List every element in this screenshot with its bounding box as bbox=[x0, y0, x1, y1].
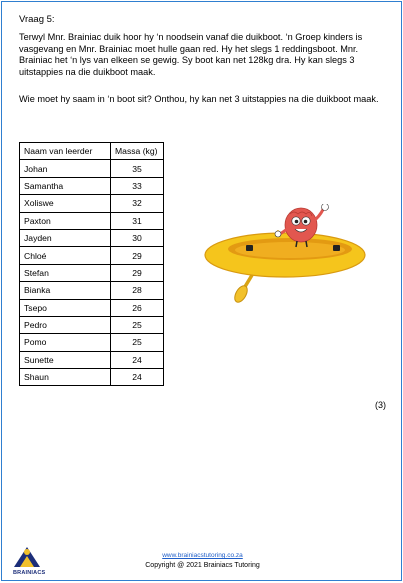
marks-label: (3) bbox=[375, 400, 386, 410]
learner-name-cell: Sunette bbox=[20, 351, 111, 368]
learner-name-cell: Tsepo bbox=[20, 299, 111, 316]
learner-name-cell: Jayden bbox=[20, 229, 111, 246]
learner-name-cell: Pomo bbox=[20, 334, 111, 351]
table-row bbox=[20, 369, 164, 386]
table-row bbox=[20, 264, 164, 281]
table-row bbox=[20, 299, 164, 316]
learner-mass-cell: 32 bbox=[111, 195, 164, 212]
learner-mass-cell: 35 bbox=[111, 160, 164, 177]
website-link[interactable]: www.brainiacstutoring.co.za bbox=[162, 552, 243, 559]
learner-name-cell: Stefan bbox=[20, 264, 111, 281]
learner-name-cell: Pedro bbox=[20, 316, 111, 333]
raft-illustration bbox=[198, 204, 373, 304]
learner-name-cell: Paxton bbox=[20, 212, 111, 229]
learner-name-cell: Samantha bbox=[20, 177, 111, 194]
table-row bbox=[20, 247, 164, 264]
mass-table bbox=[19, 142, 164, 386]
logo-wordmark: BRAINIACS bbox=[13, 570, 46, 576]
table-row bbox=[20, 177, 164, 194]
table-row bbox=[20, 229, 164, 246]
learner-mass-cell: 24 bbox=[111, 351, 164, 368]
learner-mass-cell: 29 bbox=[111, 264, 164, 281]
learner-mass-cell: 30 bbox=[111, 229, 164, 246]
table-row bbox=[20, 316, 164, 333]
learner-mass-cell: 24 bbox=[111, 369, 164, 386]
table-row bbox=[20, 334, 164, 351]
learner-name-cell: Johan bbox=[20, 160, 111, 177]
column-header-mass: Massa (kg) bbox=[111, 143, 164, 160]
learner-mass-cell: 29 bbox=[111, 247, 164, 264]
question-title: Vraag 5: bbox=[19, 14, 55, 25]
table-row bbox=[20, 282, 164, 299]
learner-name-cell: Chloé bbox=[20, 247, 111, 264]
table-row bbox=[20, 160, 164, 177]
table-row bbox=[20, 351, 164, 368]
learner-mass-cell: 25 bbox=[111, 316, 164, 333]
question-prompt: Wie moet hy saam in ‘n boot sit? Onthou, hy kan net 3 uitstappies na die duikboot maak. bbox=[19, 94, 379, 104]
learner-mass-cell: 26 bbox=[111, 299, 164, 316]
question-paragraph: Terwyl Mnr. Brainiac duik hoor hy ‘n noodsein vanaf die duikboot. ‘n Groep kinders is vasgevang en Mnr. Brainiac moet hulle gaan red. Hy het slegs 1 reddingsboot. Mnr. Brainiac het ‘n lys van elkeen se gewig. Sy boot kan net 128kg dra. Hy kan slegs 3 uitstappies na die duikboot maak. bbox=[19, 32, 363, 77]
table-row bbox=[20, 195, 164, 212]
learner-mass-cell: 31 bbox=[111, 212, 164, 229]
table-header-row bbox=[20, 143, 164, 160]
learner-mass-cell: 28 bbox=[111, 282, 164, 299]
learner-name-cell: Bianka bbox=[20, 282, 111, 299]
table-row bbox=[20, 212, 164, 229]
learner-name-cell: Shaun bbox=[20, 369, 111, 386]
learner-name-cell: Xoliswe bbox=[20, 195, 111, 212]
column-header-name: Naam van leerder bbox=[20, 143, 111, 160]
copyright-text: Copyright @ 2021 Brainiacs Tutoring bbox=[145, 562, 260, 569]
learner-mass-cell: 25 bbox=[111, 334, 164, 351]
learner-mass-cell: 33 bbox=[111, 177, 164, 194]
worksheet-page bbox=[1, 1, 402, 581]
